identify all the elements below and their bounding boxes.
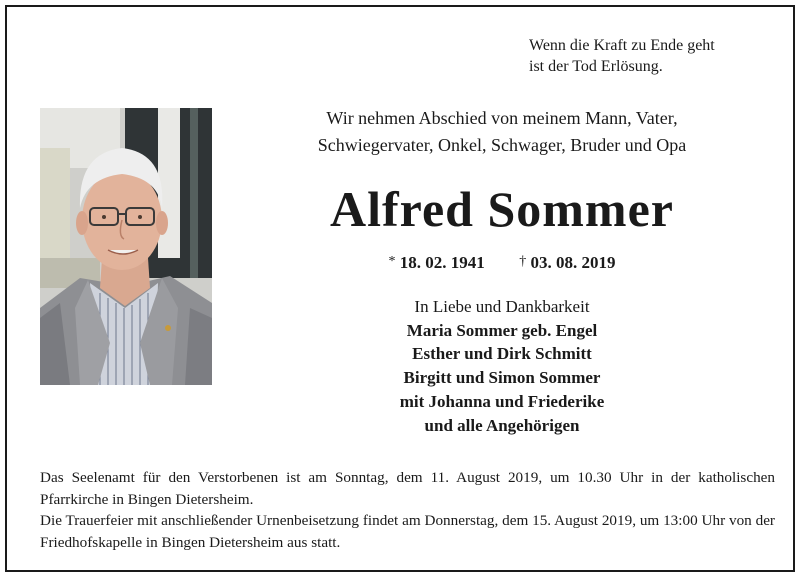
intro-line: Schwiegervater, Onkel, Schwager, Bruder und Opa	[317, 135, 687, 155]
deceased-name: Alfred Sommer	[330, 181, 674, 237]
life-dates	[237, 250, 767, 275]
motto-line: ist der Tod Erlösung.	[529, 58, 663, 75]
mourner-name: Maria Sommer geb. Engel	[406, 320, 598, 340]
mourner-name: und alle Angehörigen	[424, 415, 580, 435]
obituary-notice	[5, 5, 795, 572]
service-details	[40, 467, 775, 553]
death-date: 03. 08. 2019	[530, 253, 616, 272]
requiem-mass-paragraph: Das Seelenamt für den Verstorbenen ist am Sonntag, dem 11. August 2019, um 10.30 Uhr in der katholischen Pfarrkirche in Bingen Dietersheim.	[40, 469, 775, 508]
mourner-name: Birgitt und Simon Sommer	[403, 368, 601, 388]
motto-line: Wenn die Kraft zu Ende geht	[529, 37, 715, 54]
birth-symbol: *	[388, 254, 396, 269]
mourners-intro: In Liebe und Dankbarkeit	[414, 297, 590, 316]
farewell-intro	[237, 105, 767, 159]
funeral-ceremony-paragraph: Die Trauerfeier mit anschließender Urnenbeisetzung findet am Donnerstag, dem 15. August 2019, um 13:00 Uhr von der Friedhofskapelle in Bingen Dietersheim aus statt.	[40, 512, 775, 551]
mourners-list	[237, 295, 767, 437]
mourner-name: mit Johanna und Friederike	[399, 391, 605, 411]
birth-date: 18. 02. 1941	[399, 253, 485, 272]
portrait-photo	[40, 108, 212, 385]
mourner-name: Esther und Dirk Schmitt	[412, 344, 592, 364]
motto-quote	[529, 35, 779, 77]
death-symbol: †	[519, 254, 527, 269]
intro-line: Wir nehmen Abschied von meinem Mann, Vater,	[326, 108, 678, 128]
